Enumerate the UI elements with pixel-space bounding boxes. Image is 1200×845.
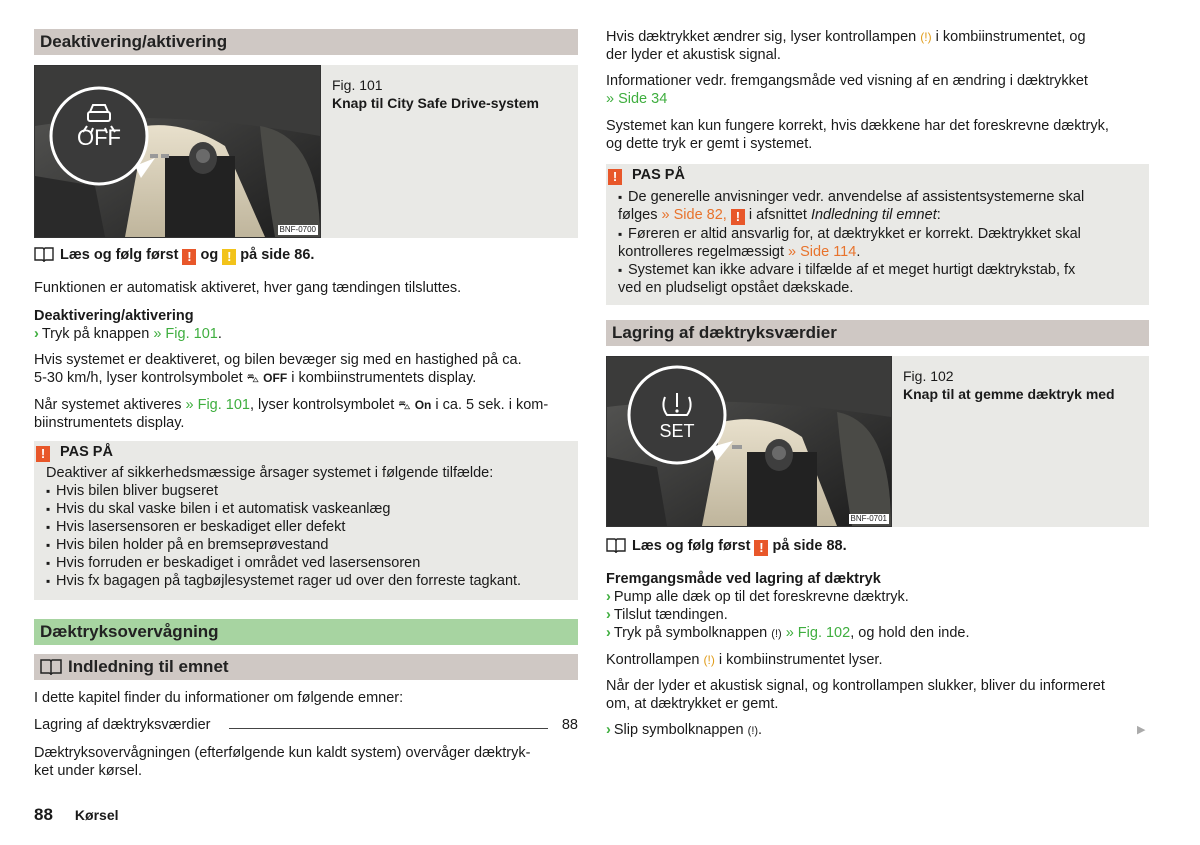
- warning-icon: !: [182, 249, 196, 265]
- paragraph-signal-line2: om, at dæktrykket er gemt.: [606, 696, 779, 712]
- procedure-step-1: [606, 588, 1149, 606]
- act-text-2: , lyser kontrolsymbolet: [250, 397, 395, 413]
- step-arrow-icon: ›: [606, 589, 611, 605]
- warning-icon: !: [754, 540, 768, 556]
- lamp-text-2: i kombiinstrumentet lyser.: [718, 652, 883, 668]
- figure-101: [34, 65, 578, 238]
- warning-box-right: [606, 164, 1149, 305]
- section-header-intro: [34, 654, 578, 680]
- l2-colon: :: [936, 207, 941, 223]
- warning-item-cont: [618, 206, 1148, 225]
- warning-item: ▪ Hvis bilen bliver bugseret: [46, 482, 576, 500]
- l2-italic: Indledning til emnet: [810, 207, 937, 223]
- warning-item: ▪ Hvis forruden er beskadiget i området ved lasersensoren: [46, 554, 576, 572]
- paragraph-activated-line2: biinstrumentets display.: [34, 415, 185, 431]
- book-icon: [34, 246, 54, 267]
- l4-text: kontrolleres regelmæssigt: [618, 244, 785, 260]
- paragraph-info-line2: [606, 90, 1149, 108]
- p1-text-2: i kombiinstrumentet, og: [935, 29, 1086, 45]
- warning-item-cont: [618, 243, 1148, 261]
- paragraph-info-line1: Informationer vedr. fremgangsmåde ved visning af en ændring i dæktrykket: [606, 73, 1088, 89]
- book-icon: [606, 537, 626, 558]
- step-arrow-icon: ›: [606, 625, 611, 641]
- warning-title: [608, 165, 685, 185]
- warning-item: ▪ Hvis bilen holder på en bremseprøvestand: [46, 536, 576, 554]
- section-header-storing: Lagring af dæktryksværdier: [606, 320, 1149, 346]
- warning-box-left: [34, 441, 578, 600]
- section-name: Kørsel: [74, 807, 119, 823]
- paragraph-monitor-line2: ket under kørsel.: [34, 763, 142, 779]
- warning-icon: !: [608, 169, 622, 185]
- warning-title: [36, 442, 113, 462]
- step-arrow-icon: ›: [606, 722, 611, 738]
- warning-icon: !: [731, 209, 745, 225]
- procedure-step-3: [606, 624, 1149, 643]
- figure-101-photo: [34, 65, 321, 238]
- figure-102-caption: Knap til at gemme dæktryk med: [903, 386, 1115, 402]
- step-arrow-icon: ›: [34, 326, 39, 342]
- warning-intro: Deaktiver af sikkerhedsmæssige årsager systemet i følgende tilfælde:: [46, 465, 494, 481]
- read-first-text: Læs og følg først: [632, 538, 751, 554]
- side34-link[interactable]: » Side 34: [606, 91, 668, 107]
- page-number: 88: [34, 805, 53, 824]
- page-footer: [34, 806, 119, 824]
- warning-icon: !: [36, 446, 50, 462]
- l4-end: .: [856, 244, 861, 260]
- procedure-heading: Fremgangsmåde ved lagring af dæktryk: [606, 571, 881, 587]
- tire-pressure-lamp-icon: (!): [703, 653, 715, 667]
- toc-leader: [229, 728, 548, 729]
- car-interior-illustration: [35, 66, 320, 237]
- tire-set-symbol-icon: (!): [747, 725, 759, 737]
- warning-content: [618, 188, 1148, 297]
- toc-entry[interactable]: [34, 716, 578, 734]
- warning-item: ▪ Hvis lasersensoren er beskadiget eller defekt: [46, 518, 576, 536]
- side82-link[interactable]: » Side 82,: [661, 207, 727, 223]
- car-symbol-icon: ⛍: [246, 371, 260, 385]
- release-end: .: [758, 722, 763, 738]
- procedure-step-2: [606, 606, 1149, 624]
- step-text: Tryk på symbolknappen: [613, 625, 768, 641]
- deact-text-end: i kombiinstrumentets display.: [291, 370, 477, 386]
- car-symbol-icon-2: ⛍: [398, 398, 411, 412]
- figure-101-caption: Knap til City Safe Drive-system: [332, 95, 539, 111]
- l2-text: følges: [618, 207, 658, 223]
- read-first-and: og: [200, 247, 219, 263]
- read-first-line: [34, 246, 578, 267]
- figure-102-photo: [606, 356, 892, 527]
- section-header-tire-monitoring: Dæktryksovervågning: [34, 619, 578, 645]
- act-text: Når systemet aktiveres: [34, 397, 182, 413]
- procedure-release: [606, 721, 1149, 740]
- paragraph-activated-line1: [34, 396, 578, 414]
- step-end: , og hold den inde.: [850, 625, 970, 641]
- set-button-label: SET: [659, 421, 695, 441]
- section-header-deactivation: Deaktivering/aktivering: [34, 29, 578, 55]
- paragraph-pressure-change-line1: [606, 28, 1149, 46]
- paragraph-function: Funktionen er automatisk aktiveret, hver gang tændingen tilsluttes.: [34, 280, 462, 296]
- warning-item: ▪ Systemet kan ikke advare i tilfælde af et meget hurtigt dæktrykstab, fx: [618, 261, 1148, 279]
- intro-title: Indledning til emnet: [68, 657, 229, 676]
- figure-102: [606, 356, 1149, 527]
- fig101-link-2[interactable]: » Fig. 101: [185, 397, 250, 413]
- warning-item: ▪ De generelle anvisninger vedr. anvendelse af assistentsystemerne skal: [618, 188, 1148, 206]
- step-text: Pump alle dæk op til det foreskrevne dæktryk.: [613, 589, 909, 605]
- warning-title-text: PAS PÅ: [632, 167, 685, 183]
- warning-item-cont: ved en pludseligt opstået dækskade.: [618, 280, 854, 296]
- toc-page: 88: [561, 717, 578, 733]
- warning-title-text: PAS PÅ: [60, 444, 113, 460]
- step-arrow-icon: ›: [606, 607, 611, 623]
- fig102-link[interactable]: » Fig. 102: [785, 625, 851, 641]
- paragraph-deactivated-line1: Hvis systemet er deaktiveret, og bilen bevæger sig med en hastighed på ca.: [34, 352, 522, 368]
- on-symbol: On: [414, 398, 432, 412]
- read-first-text: Læs og følg først: [60, 247, 179, 263]
- tire-set-symbol-icon: (!): [771, 628, 782, 640]
- car-interior-illustration: [607, 357, 891, 526]
- figure-102-number: Fig. 102: [903, 368, 954, 384]
- step-press-button: [34, 325, 578, 343]
- deact-text: 5-30 km/h, lyser kontrolsymbolet: [34, 370, 243, 386]
- warning-item: ▪ Føreren er altid ansvarlig for, at dæktrykket er korrekt. Dæktrykket skal: [618, 225, 1148, 243]
- warning-item: ▪ Hvis fx bagagen på tagbøjlesystemet rager ud over den forreste tagkant.: [46, 572, 576, 590]
- p1-text: Hvis dæktrykket ændrer sig, lyser kontrollampen: [606, 29, 917, 45]
- off-button-label: OFF: [77, 125, 121, 150]
- step-text: Tryk på knappen: [41, 326, 150, 342]
- release-text: Slip symbolknappen: [613, 722, 744, 738]
- paragraph-pressure-change-line2: der lyder et akustisk signal.: [606, 47, 781, 63]
- sub-heading: Deaktivering/aktivering: [34, 308, 194, 324]
- warning-item: ▪ Hvis du skal vaske bilen i et automatisk vaskeanlæg: [46, 500, 576, 518]
- paragraph-lamp: [606, 651, 1149, 669]
- caution-icon: !: [222, 249, 236, 265]
- read-first-page: på side 86.: [240, 247, 315, 263]
- lamp-text: Kontrollampen: [606, 652, 700, 668]
- read-first-line-right: [606, 537, 1149, 558]
- figure-101-number: Fig. 101: [332, 77, 383, 93]
- read-first-page: på side 88.: [772, 538, 847, 554]
- paragraph-monitor-line1: Dæktryksovervågningen (efterfølgende kun kaldt system) overvåger dæktryk-: [34, 745, 531, 761]
- figure-code: BNF-0700: [279, 225, 316, 234]
- figure-code: BNF-0701: [850, 514, 887, 523]
- off-symbol: OFF: [263, 371, 288, 385]
- tire-pressure-lamp-icon: (!): [920, 30, 932, 44]
- paragraph-system-line1: Systemet kan kun fungere korrekt, hvis dækkene har det foreskrevne dæktryk,: [606, 118, 1109, 134]
- step-end: .: [217, 326, 222, 342]
- paragraph-signal-line1: Når der lyder et akustisk signal, og kontrollampen slukker, bliver du informeret: [606, 678, 1105, 694]
- side114-link[interactable]: » Side 114: [788, 244, 857, 260]
- step-text: Tilslut tændingen.: [613, 607, 728, 623]
- toc-label: Lagring af dæktryksværdier: [34, 717, 211, 733]
- fig101-link[interactable]: » Fig. 101: [153, 326, 218, 342]
- paragraph-system-line2: og dette tryk er gemt i systemet.: [606, 136, 813, 152]
- continue-arrow-icon: ▶: [1137, 724, 1146, 736]
- paragraph-intro: I dette kapitel finder du informationer om følgende emner:: [34, 690, 404, 706]
- book-icon: [40, 657, 62, 683]
- warning-list: [46, 482, 576, 590]
- act-text-3: i ca. 5 sek. i kom-: [435, 397, 549, 413]
- l2-text-2: i afsnittet: [748, 207, 807, 223]
- paragraph-deactivated-line2: [34, 369, 578, 387]
